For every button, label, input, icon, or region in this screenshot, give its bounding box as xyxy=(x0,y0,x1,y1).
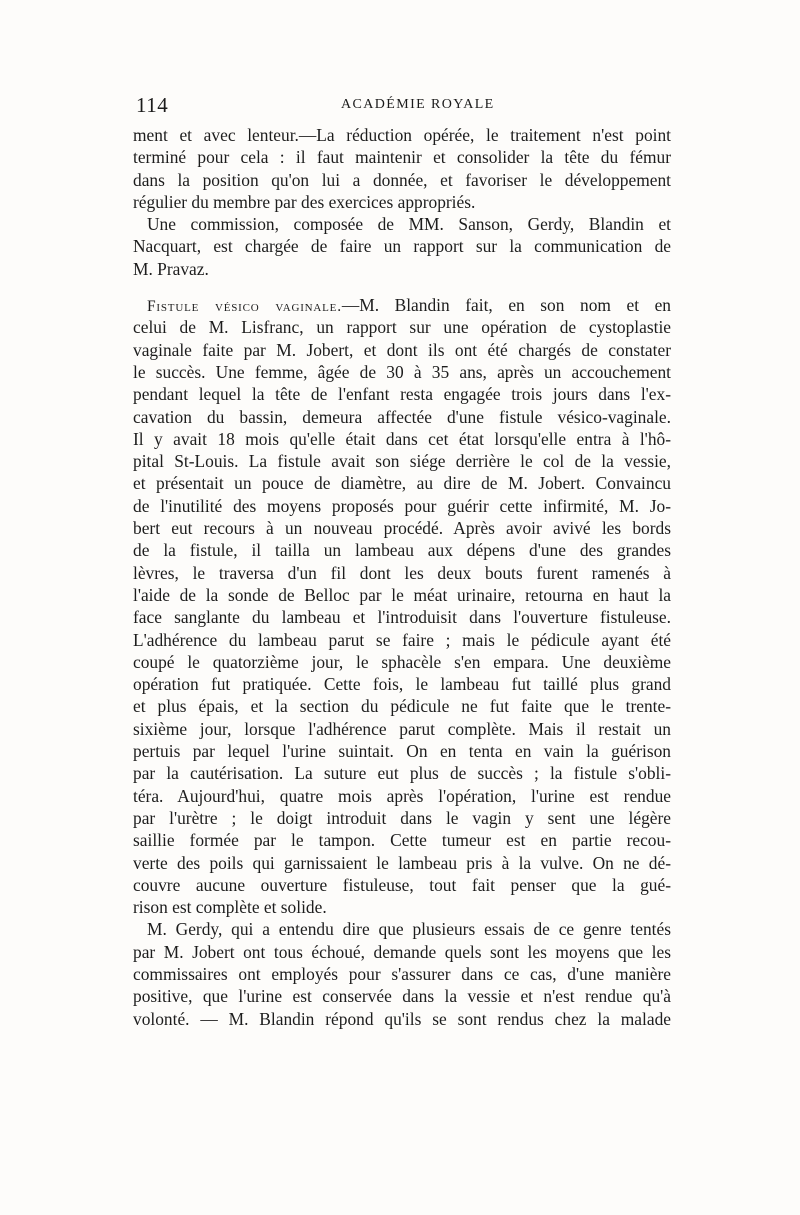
text-line: par M. Jobert ont tous échoué, demande quels sont les moyens que les xyxy=(133,941,671,962)
text-line: rison est complète et solide. xyxy=(133,897,327,918)
text-line: M. Gerdy, qui a entendu dire que plusieurs essais de ce genre tentés xyxy=(147,919,671,940)
text-line: dans la position qu'on lui a donnée, et favoriser le développement xyxy=(133,169,671,190)
text-line: téra. Aujourd'hui, quatre mois après l'opération, l'urine est rendue xyxy=(133,785,671,806)
body-text xyxy=(133,124,671,1030)
text-line: lèvres, le traversa d'un fil dont les deux bouts furent ramenés à xyxy=(133,562,671,583)
text-line: et plus épais, et la section du pédicule ne fut faite que le trente- xyxy=(133,696,671,717)
text-line: et présentait un pouce de diamètre, au dire de M. Jobert. Convaincu xyxy=(133,473,671,494)
text-line: face sanglante du lambeau et l'introduisit dans l'ouverture fistuleuse. xyxy=(133,607,671,628)
text-line: terminé pour cela : il faut maintenir et consolider la tête du fémur xyxy=(133,147,671,168)
text-line: par l'urètre ; le doigt introduit dans le vagin y sent une légère xyxy=(133,807,671,828)
text-line: pital St-Louis. La fistule avait son siége derrière le col de la vessie, xyxy=(133,451,671,472)
text-line: de l'inutilité des moyens proposés pour guérir cette infirmité, M. Jo- xyxy=(133,495,671,516)
text-line: régulier du membre par des exercices appropriés. xyxy=(133,191,476,212)
text-line: Il y avait 18 mois qu'elle était dans cet état lorsqu'elle entra à l'hô- xyxy=(133,428,671,449)
text-line: Une commission, composée de MM. Sanson, Gerdy, Blandin et xyxy=(147,214,671,235)
text-line: pendant lequel la tête de l'enfant resta engagée trois jours dans l'ex- xyxy=(133,384,671,405)
text-line: vaginale faite par M. Jobert, et dont ils ont été chargés de constater xyxy=(133,339,671,360)
paragraph-gap xyxy=(133,280,671,294)
text-line: le succès. Une femme, âgée de 30 à 35 ans, après un accouchement xyxy=(133,361,671,382)
text-line: de la fistule, il tailla un lambeau aux dépens d'une des grandes xyxy=(133,540,671,561)
section-first-line xyxy=(133,294,671,316)
text-line: par la cautérisation. La suture eut plus de succès ; la fistule s'obli- xyxy=(133,763,671,784)
text-line: volonté. — M. Blandin répond qu'ils se sont rendus chez la malade xyxy=(133,1008,671,1029)
text-line: pertuis par lequel l'urine suintait. On en tenta en vain la guérison xyxy=(133,741,671,762)
text-line: couvre aucune ouverture fistuleuse, tout fait penser que la gué- xyxy=(133,874,671,895)
text-line: cavation du bassin, demeura affectée d'une fistule vésico-vaginale. xyxy=(133,406,671,427)
text-line: positive, que l'urine est conservée dans la vessie et n'est rendue qu'à xyxy=(133,986,671,1007)
text-line: opération fut pratiquée. Cette fois, le lambeau fut taillé plus grand xyxy=(133,674,671,695)
section-heading: Fistule vésico vaginale. xyxy=(147,298,342,316)
text-line: Nacquart, est chargée de faire un rapport sur la communication de xyxy=(133,236,671,257)
section-first-line-text: —M. Blandin fait, en son nom et en xyxy=(341,295,671,316)
text-line: l'aide de la sonde de Belloc par le méat urinaire, retourna en haut la xyxy=(133,584,671,605)
text-line: commissaires ont employés pour s'assurer dans ce cas, d'une manière xyxy=(133,963,671,984)
text-line: saillie formée par le tampon. Cette tumeur est en partie recou- xyxy=(133,830,671,851)
text-line: L'adhérence du lambeau parut se faire ; mais le pédicule ayant été xyxy=(133,629,671,650)
text-line: M. Pravaz. xyxy=(133,258,209,279)
text-line: celui de M. Lisfranc, un rapport sur une opération de cystoplastie xyxy=(133,317,671,338)
running-head: ACADÉMIE ROYALE xyxy=(341,97,495,112)
text-line: ment et avec lenteur.—La réduction opérée, le traitement n'est point xyxy=(133,125,671,145)
page-header xyxy=(136,93,671,119)
text-line: verte des poils qui garnissaient le lambeau pris à la vulve. On ne dé- xyxy=(133,852,671,873)
text-line: sixième jour, lorsque l'adhérence parut complète. Mais il restait un xyxy=(133,718,671,739)
text-line: coupé le quatorzième jour, le sphacèle s'en empara. Une deuxième xyxy=(133,651,671,672)
page-number: 114 xyxy=(136,93,169,117)
text-line: bert eut recours à un nouveau procédé. Après avoir avivé les bords xyxy=(133,518,671,539)
